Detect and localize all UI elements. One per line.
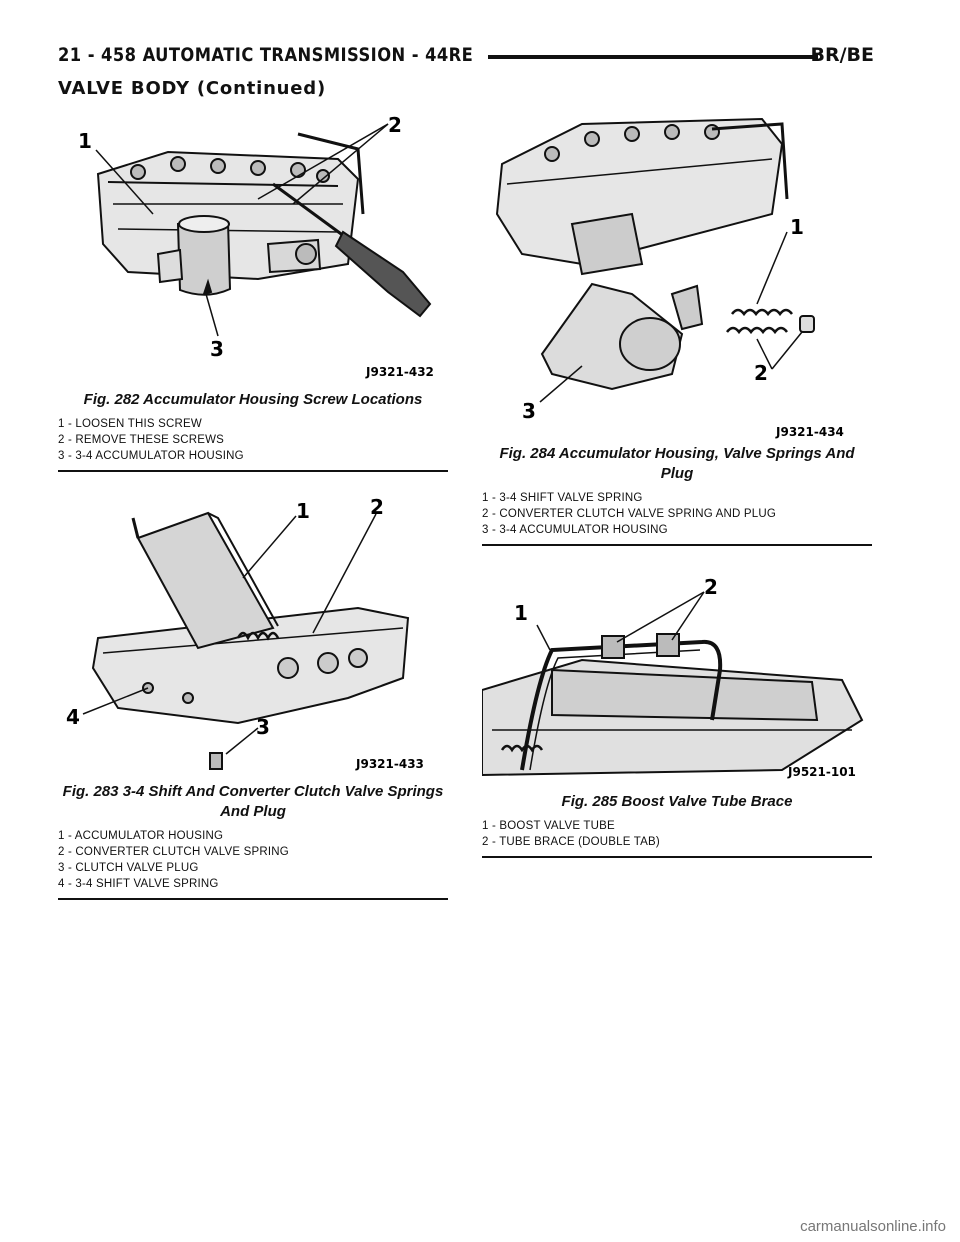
figure-285 [482, 570, 872, 858]
figure-284-caption: Fig. 284 Accumulator Housing, Valve Springs And Plug [499, 445, 855, 482]
figure-283-illustration [58, 488, 448, 782]
figure-285-legend [482, 818, 872, 850]
figure-284 [482, 104, 872, 546]
figure-282-illustration [58, 104, 448, 390]
figure-282-code: J9321-432 [366, 365, 434, 379]
figure-282-legend [58, 416, 448, 464]
figure-282-callout-3: 3 [210, 337, 224, 361]
legend-item: 2 - REMOVE THESE SCREWS [58, 434, 225, 446]
legend-item: 2 - TUBE BRACE (DOUBLE TAB) [482, 836, 660, 848]
figure-283-code: J9321-433 [356, 757, 424, 771]
figure-284-callout-1: 1 [790, 215, 804, 239]
figure-285-callout-2: 2 [704, 575, 718, 599]
figure-283-callout-4: 4 [66, 705, 80, 729]
figure-285-illustration [482, 570, 872, 792]
legend-item: 4 - 3-4 SHIFT VALVE SPRING [58, 878, 219, 890]
figure-284-rule [482, 544, 872, 546]
figure-284-callout-2: 2 [754, 361, 768, 385]
page-header [58, 44, 874, 74]
legend-item: 1 - ACCUMULATOR HOUSING [58, 830, 224, 842]
figure-284-illustration [482, 104, 872, 444]
figure-282-caption: Fig. 282 Accumulator Housing Screw Locations [83, 391, 423, 408]
figure-285-callout-1: 1 [514, 601, 528, 625]
figure-283-callout-1: 1 [296, 499, 310, 523]
legend-item: 1 - 3-4 SHIFT VALVE SPRING [482, 492, 643, 504]
watermark: carmanualsonline.info [800, 1218, 946, 1235]
legend-item: 2 - CONVERTER CLUTCH VALVE SPRING AND PLUG [482, 508, 777, 520]
figure-285-caption: Fig. 285 Boost Valve Tube Brace [561, 793, 793, 810]
figure-285-rule [482, 856, 872, 858]
legend-item: 3 - CLUTCH VALVE PLUG [58, 862, 199, 874]
figure-282-callout-1: 1 [78, 129, 92, 153]
legend-item: 3 - 3-4 ACCUMULATOR HOUSING [482, 524, 668, 536]
header-rule [488, 55, 818, 59]
figure-284-code: J9321-434 [776, 425, 844, 439]
figure-284-callout-3: 3 [522, 399, 536, 423]
figure-285-code: J9521-101 [788, 765, 856, 779]
figure-283-callout-2: 2 [370, 495, 384, 519]
figure-283-rule [58, 898, 448, 900]
legend-item: 2 - CONVERTER CLUTCH VALVE SPRING [58, 846, 289, 858]
figure-283 [58, 488, 448, 900]
figure-284-legend [482, 490, 872, 538]
header-model-code: BR/BE [810, 44, 874, 66]
figure-283-legend [58, 828, 448, 892]
figure-282-rule [58, 470, 448, 472]
figure-282-callout-2: 2 [388, 113, 402, 137]
figure-282 [58, 104, 448, 472]
figure-283-caption: Fig. 283 3-4 Shift And Converter Clutch Valve Springs And Plug [62, 783, 444, 820]
section-title: VALVE BODY (Continued) [58, 78, 327, 99]
legend-item: 1 - BOOST VALVE TUBE [482, 820, 615, 832]
figure-283-callout-3: 3 [256, 715, 270, 739]
header-page-section: 21 - 458 AUTOMATIC TRANSMISSION - 44RE [58, 44, 474, 66]
legend-item: 3 - 3-4 ACCUMULATOR HOUSING [58, 450, 244, 462]
legend-item: 1 - LOOSEN THIS SCREW [58, 418, 202, 430]
